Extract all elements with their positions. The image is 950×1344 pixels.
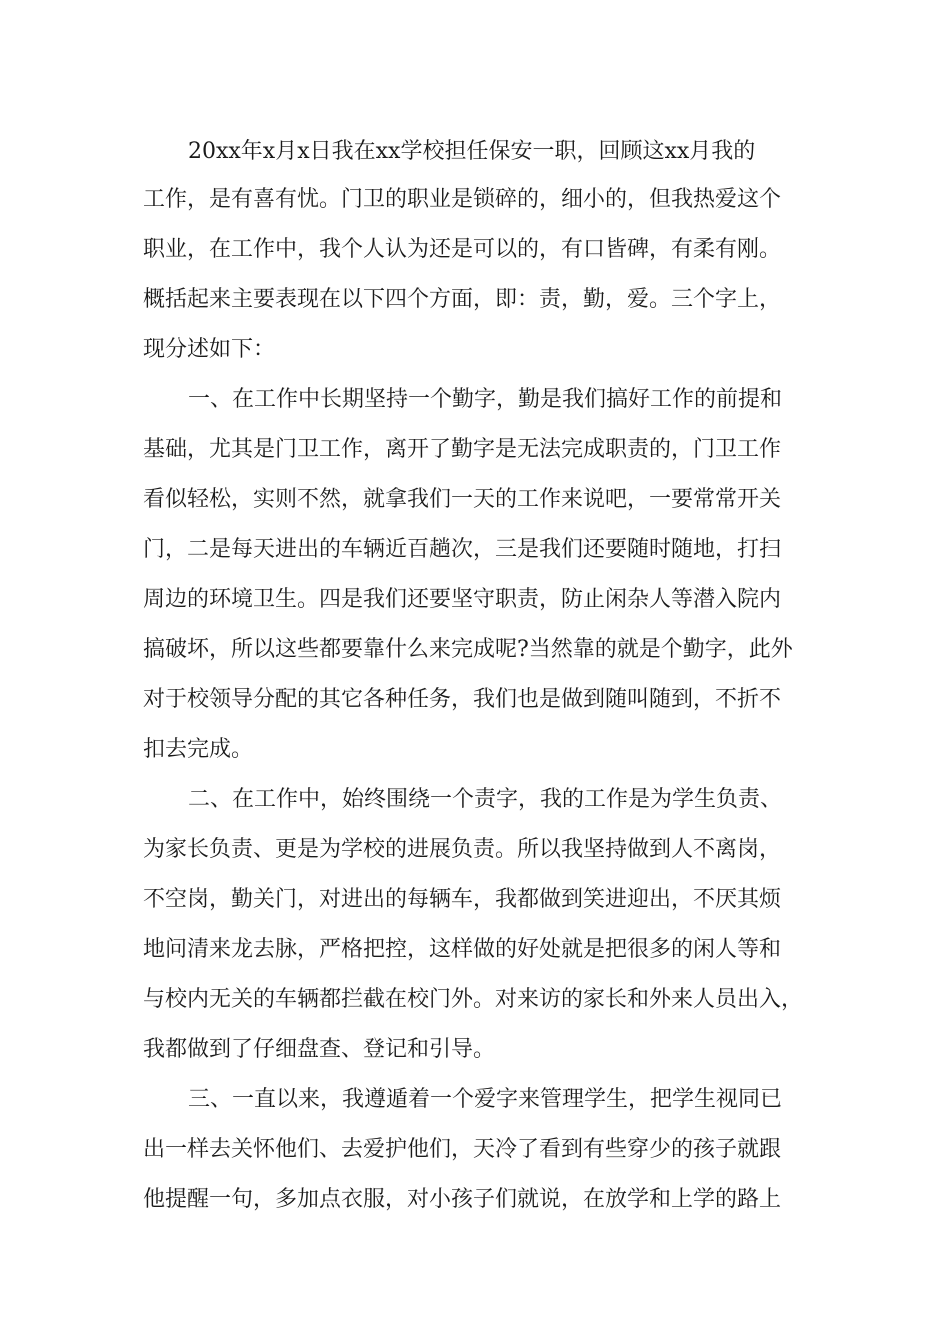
text-line: 地问清来龙去脉，严格把控，这样做的好处就是把很多的闲人等和: [143, 937, 782, 962]
text-line: 一、在工作中长期坚持一个勤字，勤是我们搞好工作的前提和: [188, 387, 783, 412]
text-line: 看似轻松，实则不然，就拿我们一天的工作来说吧，一要常常开关: [143, 487, 782, 512]
text-line: 二、在工作中，始终围绕一个责字，我的工作是为学生负责、: [188, 787, 783, 812]
text-line: 出一样去关怀他们、去爱护他们，天冷了看到有些穿少的孩子就跟: [143, 1137, 782, 1162]
text-line: 不空岗，勤关门，对进出的每辆车，我都做到笑进迎出，不厌其烦: [143, 887, 782, 912]
text-line: 职业，在工作中，我个人认为还是可以的，有口皆碑，有柔有刚。: [143, 237, 782, 262]
text-line: 现分述如下：: [143, 337, 276, 362]
text-line: 三、一直以来，我遵遁着一个爱字来管理学生，把学生视同已: [188, 1087, 783, 1112]
text-line: 他提醒一句，多加点衣服，对小孩子们就说，在放学和上学的路上: [143, 1187, 782, 1212]
text-line: 概括起来主要表现在以下四个方面，即：责，勤，爱。三个字上，: [143, 287, 782, 312]
text-line: 为家长负责、更是为学校的进展负责。所以我坚持做到人不离岗，: [143, 837, 782, 862]
text-line: 周边的环境卫生。四是我们还要坚守职责，防止闲杂人等潜入院内: [143, 587, 782, 612]
text-line: 与校内无关的车辆都拦截在校门外。对来访的家长和外来人员出入，: [143, 987, 804, 1012]
text-line: 对于校领导分配的其它各种任务，我们也是做到随叫随到，不折不: [143, 687, 782, 712]
text-line: 扣去完成。: [143, 737, 254, 762]
text-line: 基础，尤其是门卫工作，离开了勤字是无法完成职责的，门卫工作: [143, 437, 782, 462]
text-line: 搞破坏，所以这些都要靠什么来完成呢?当然靠的就是个勤字，此外: [143, 637, 793, 662]
text-line: 我都做到了仔细盘查、登记和引导。: [143, 1037, 496, 1062]
text-line: 20xx年x月x日我在xx学校担任保安一职，回顾这xx月我的: [188, 139, 756, 164]
text-line: 门，二是每天进出的车辆近百趟次，三是我们还要随时随地，打扫: [143, 537, 782, 562]
text-line: 工作，是有喜有忧。门卫的职业是锁碎的，细小的，但我热爱这个: [143, 187, 782, 212]
